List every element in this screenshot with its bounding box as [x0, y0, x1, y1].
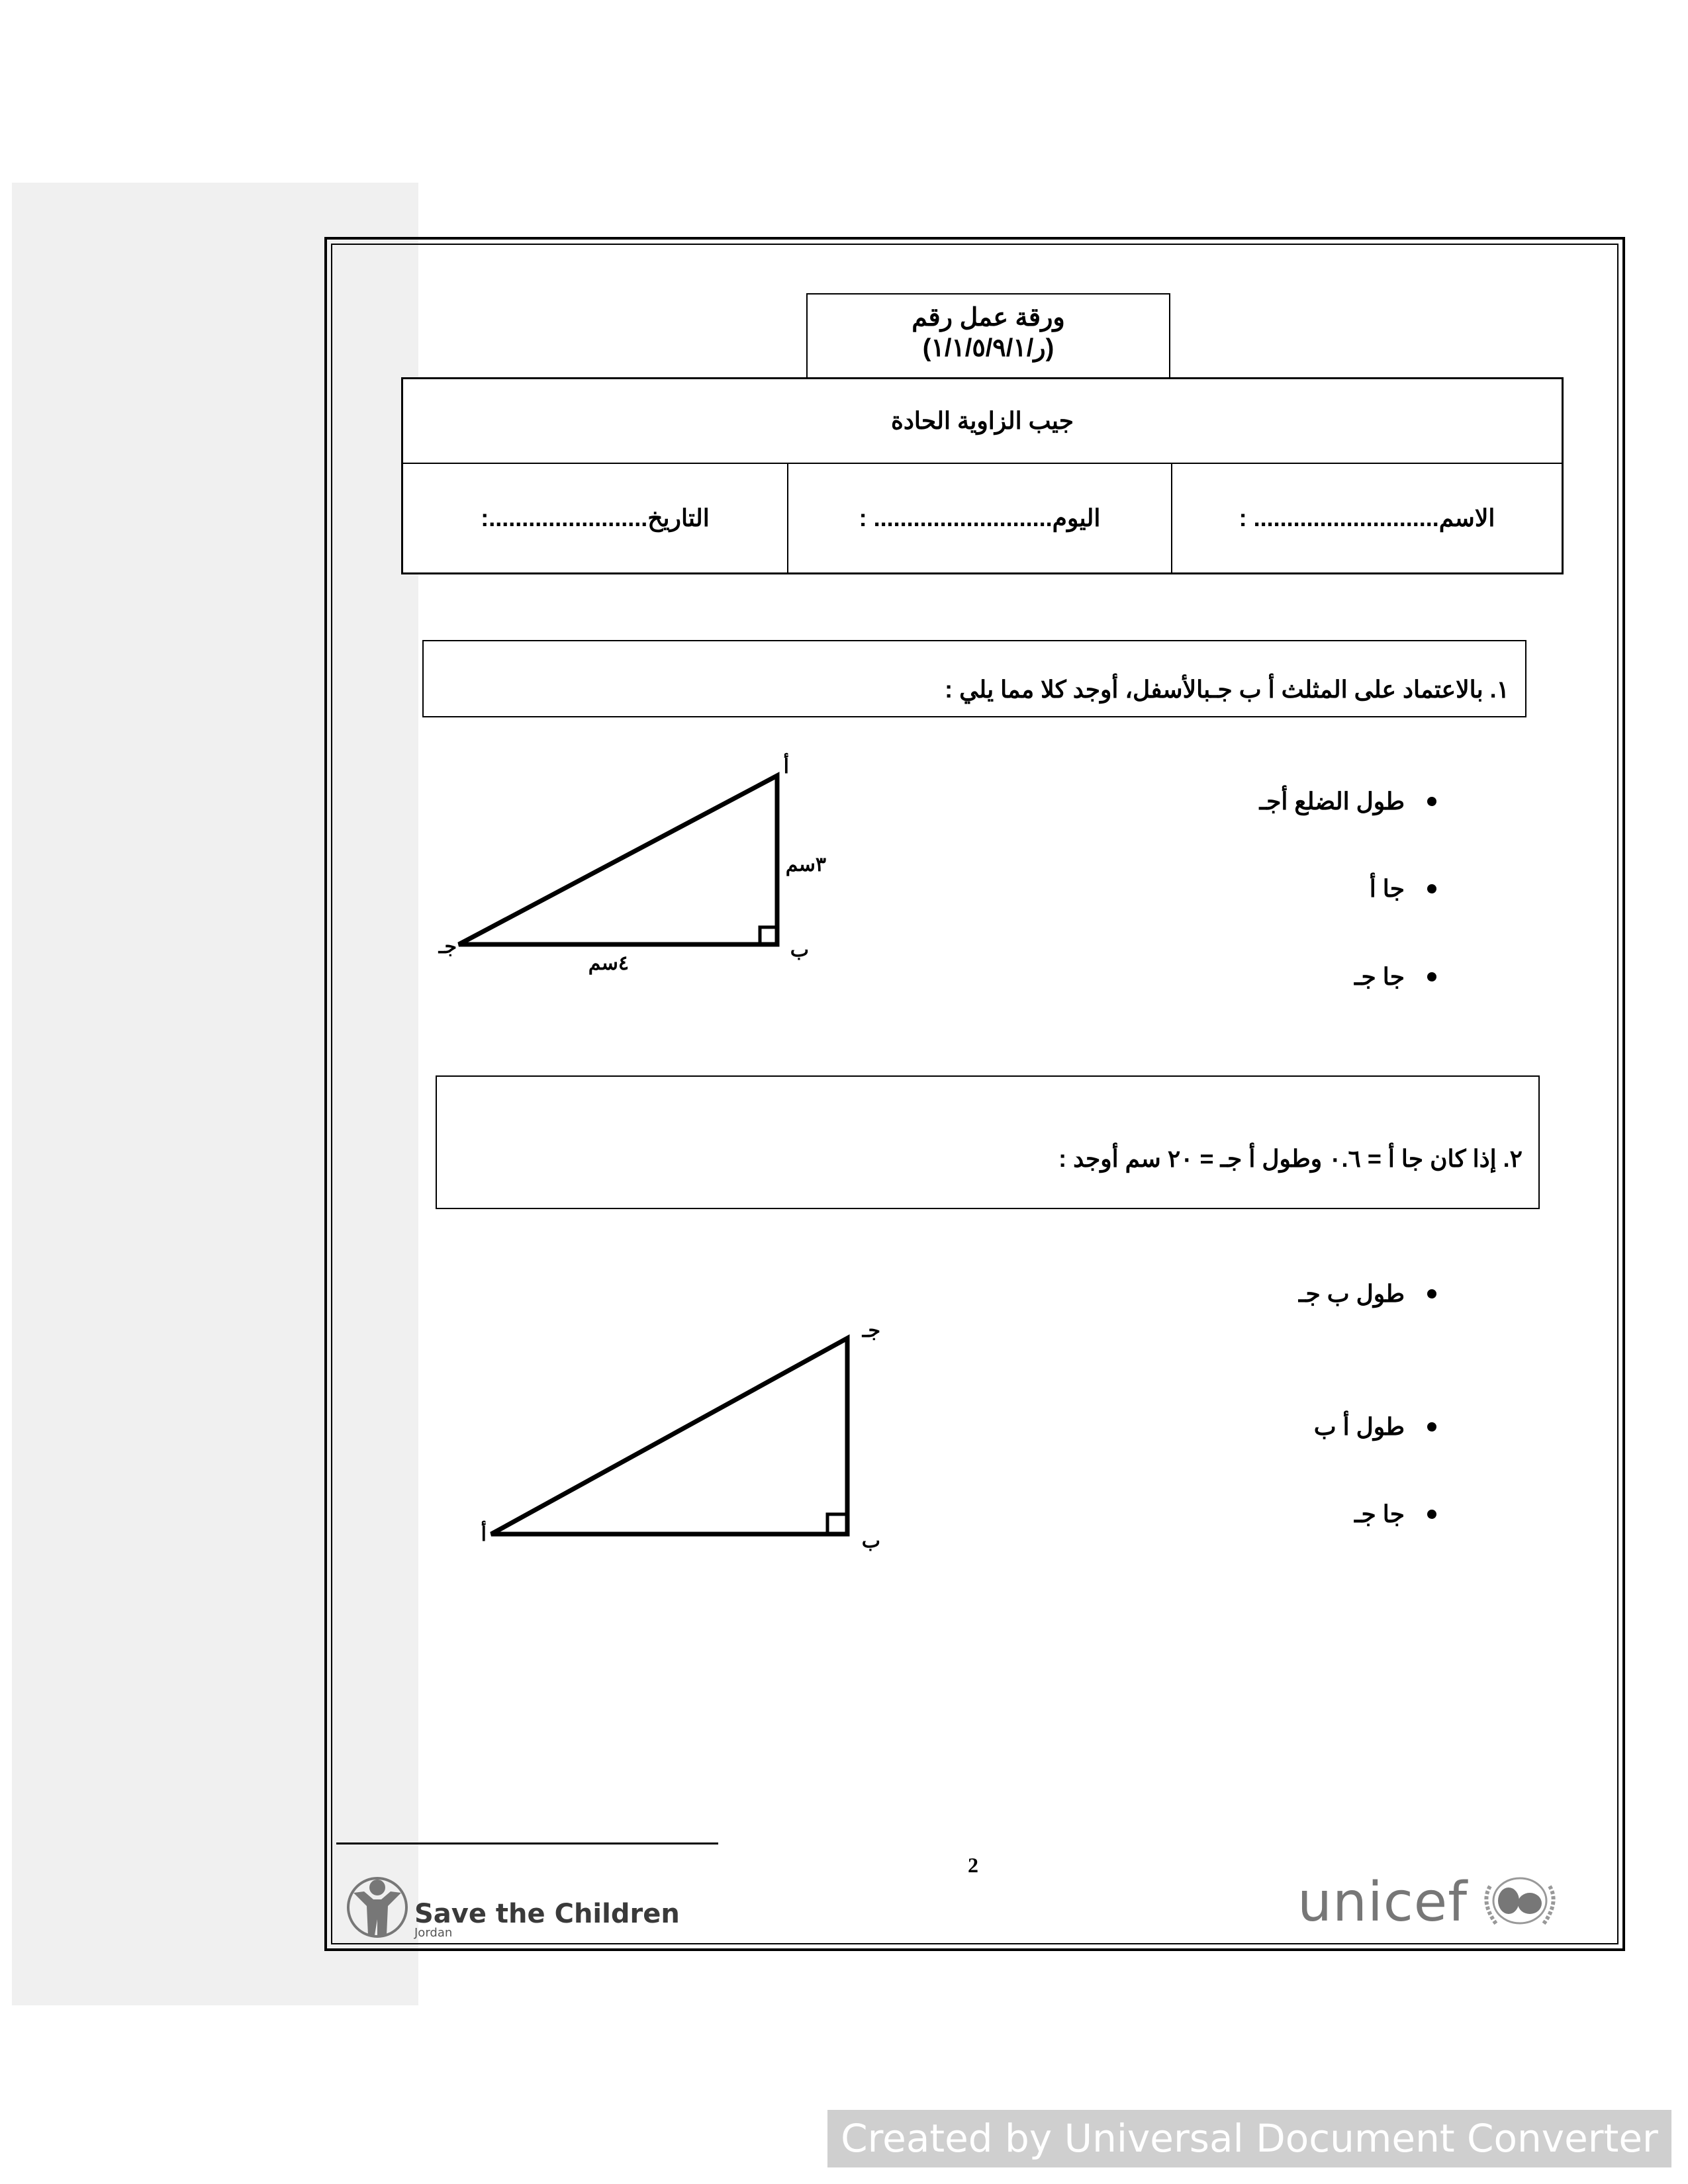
vertex-label-a: أ: [783, 756, 789, 778]
page-number: 2: [968, 1853, 978, 1877]
converter-watermark: Created by Universal Document Converter: [827, 2110, 1671, 2167]
unicef-logo: [1297, 1873, 1563, 1933]
un-emblem-icon: [1477, 1873, 1563, 1933]
vertex-label-c: جـ: [862, 1320, 880, 1342]
triangle-2: [481, 1320, 880, 1552]
q2-item-label: طول أ ب: [1313, 1413, 1405, 1440]
worksheet-code: (ر/١/١/٥/٩/١): [922, 334, 1055, 362]
date-field[interactable]: التاريخ........................:: [481, 504, 710, 531]
name-field[interactable]: الاسم............................ :: [1239, 504, 1495, 531]
q1-item-label: جا جـ: [1354, 963, 1405, 990]
q2-item-label: طول ب جـ: [1298, 1280, 1405, 1307]
subject-title: جيب الزاوية الحادة: [403, 379, 1562, 464]
q2-item-label: جا جـ: [1354, 1500, 1405, 1527]
save-the-children-name: Save the Children: [414, 1899, 680, 1929]
q1-item-label: جا أ: [1369, 875, 1405, 902]
vertex-label-a: أ: [481, 1524, 487, 1545]
q1-item-label: طول الضلع أجـ: [1259, 788, 1405, 815]
vertex-label-b: ب: [861, 1530, 880, 1552]
vertex-label-b: ب: [790, 939, 809, 961]
side-bc-label: ٤سم: [588, 952, 629, 974]
right-angle-marker: [760, 927, 777, 944]
question-2-prompt: ٢. إذا كان جا أ = ٠.٦ وطول أ جـ = ٢٠ سم أوجد :: [1058, 1145, 1523, 1172]
side-ab-label: ٣سم: [785, 854, 826, 876]
question-1-prompt: ١. بالاعتماد على المثلث أ ب جـبالأسفل، أوجد كلا مما يلي :: [945, 676, 1509, 703]
save-the-children-logo: [344, 1873, 680, 1939]
child-figure-icon: [344, 1873, 410, 1939]
vertex-label-c: جـ: [438, 936, 457, 958]
save-the-children-country: Jordan: [414, 1926, 453, 1940]
triangle-1: [438, 752, 826, 975]
unicef-name: unicef: [1297, 1871, 1468, 1934]
day-field[interactable]: اليوم........................... :: [787, 464, 1172, 572]
footnote-separator: [336, 1843, 718, 1844]
triangle-1-shape: [459, 776, 777, 944]
worksheet-title: ورقة عمل رقم: [912, 304, 1065, 332]
right-angle-marker: [827, 1514, 847, 1534]
triangle-2-shape: [491, 1338, 847, 1534]
